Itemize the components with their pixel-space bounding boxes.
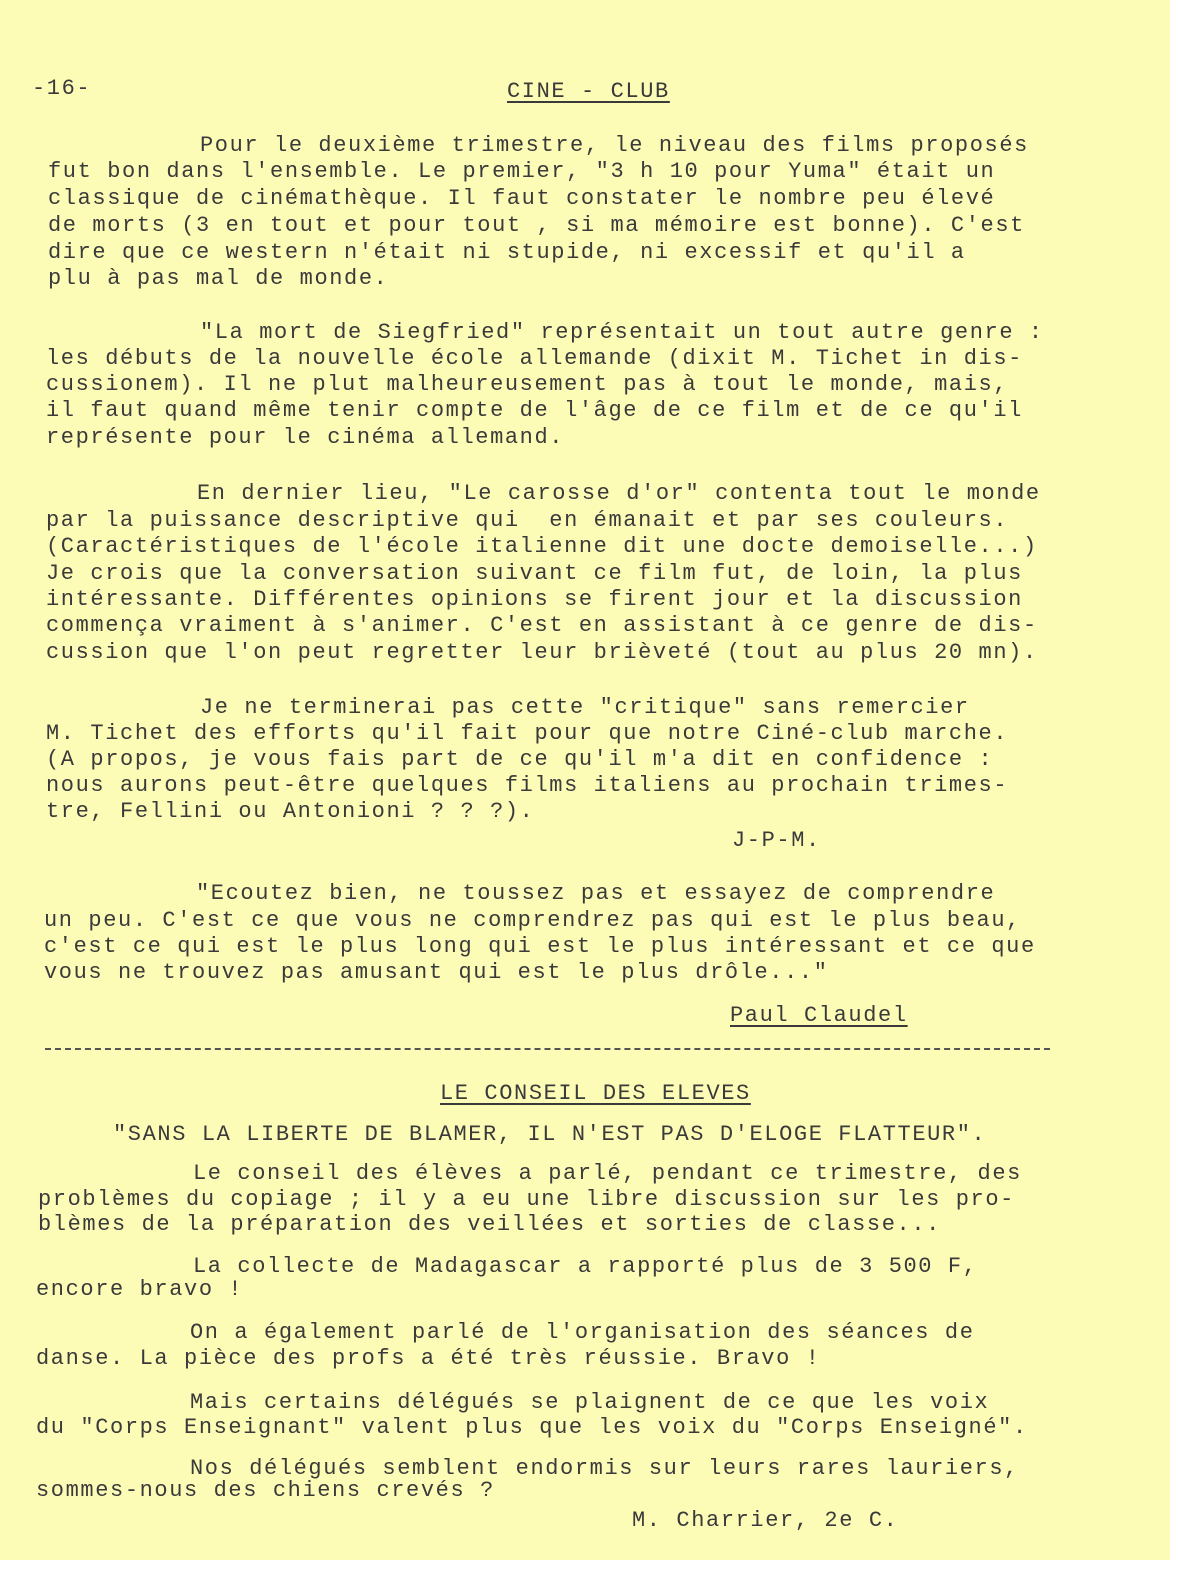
- text-line: vous ne trouvez pas amusant qui est le plus drôle...": [44, 960, 829, 985]
- text-line: La collecte de Madagascar a rapporté plus de 3 500 F,: [193, 1254, 978, 1279]
- text-line: cussion que l'on peut regretter leur brièveté (tout au plus 20 mn).: [46, 640, 1038, 665]
- quote-author: Paul Claudel: [730, 1003, 908, 1028]
- text-line: encore bravo !: [36, 1277, 244, 1302]
- text-line: il faut quand même tenir compte de l'âge de ce film et de ce qu'il: [46, 398, 1023, 423]
- text-line: plu à pas mal de monde.: [48, 266, 389, 291]
- text-line: M. Tichet des efforts qu'il fait pour que notre Ciné-club marche.: [46, 721, 1009, 746]
- conseil-title: LE CONSEIL DES ELEVES: [440, 1081, 751, 1106]
- text-line: représente pour le cinéma allemand.: [46, 425, 565, 450]
- text-line: On a également parlé de l'organisation des séances de: [190, 1320, 975, 1345]
- text-line: tre, Fellini ou Antonioni ? ? ?).: [46, 799, 535, 824]
- text-line: du "Corps Enseignant" valent plus que les voix du "Corps Enseigné".: [36, 1415, 1028, 1440]
- text-line: Mais certains délégués se plaignent de ce que les voix: [190, 1390, 990, 1415]
- cine-club-signature: J-P-M.: [732, 828, 821, 853]
- text-line: Le conseil des élèves a parlé, pendant ce trimestre, des: [193, 1161, 1022, 1186]
- text-line: par la puissance descriptive qui en émanait et par ses couleurs.: [46, 508, 1009, 533]
- text-line: sommes-nous des chiens crevés ?: [36, 1478, 495, 1503]
- text-line: Je crois que la conversation suivant ce film fut, de loin, la plus: [46, 561, 1023, 586]
- text-line: nous aurons peut-être quelques films italiens au prochain trimes-: [46, 773, 1009, 798]
- page-number: -16-: [32, 76, 92, 101]
- text-line: de morts (3 en tout et pour tout , si ma mémoire est bonne). C'est: [48, 213, 1025, 238]
- text-line: Pour le deuxième trimestre, le niveau des films proposés: [200, 133, 1029, 158]
- text-line: "La mort de Siegfried" représentait un tout autre genre :: [200, 320, 1044, 345]
- text-line: blèmes de la préparation des veillées et sorties de classe...: [38, 1212, 941, 1237]
- text-line: c'est ce qui est le plus long qui est le plus intéressant et ce que: [44, 934, 1036, 959]
- text-line: (A propos, je vous fais part de ce qu'il m'a dit en confidence :: [46, 747, 994, 772]
- text-line: les débuts de la nouvelle école allemande (dixit M. Tichet in dis-: [46, 346, 1023, 371]
- text-line: dire que ce western n'était ni stupide, ni excessif et qu'il a: [48, 240, 966, 265]
- conseil-signature: M. Charrier, 2e C.: [632, 1508, 899, 1533]
- text-line: (Caractéristiques de l'école italienne dit une docte demoiselle...): [46, 534, 1038, 559]
- text-line: cussionem). Il ne plut malheureusement pas à tout le monde, mais,: [46, 372, 1009, 397]
- text-line: commença vraiment à s'animer. C'est en assistant à ce genre de dis-: [46, 613, 1038, 638]
- text-line: Je ne terminerai pas cette "critique" sans remercier: [200, 695, 970, 720]
- section-divider: [45, 1048, 1050, 1050]
- text-line: fut bon dans l'ensemble. Le premier, "3 h 10 pour Yuma" était un: [48, 159, 996, 184]
- text-line: danse. La pièce des profs a été très réussie. Bravo !: [36, 1346, 821, 1371]
- text-line: problèmes du copiage ; il y a eu une libre discussion sur les pro-: [38, 1187, 1015, 1212]
- text-line: classique de cinémathèque. Il faut constater le nombre peu élevé: [48, 186, 996, 211]
- text-line: En dernier lieu, "Le carosse d'or" contenta tout le monde: [197, 481, 1041, 506]
- cine-club-title: CINE - CLUB: [507, 79, 670, 104]
- text-line: intéressante. Différentes opinions se firent jour et la discussion: [46, 587, 1023, 612]
- text-line: un peu. C'est ce que vous ne comprendrez pas qui est le plus beau,: [44, 908, 1021, 933]
- conseil-motto: "SANS LA LIBERTE DE BLAMER, IL N'EST PAS D'ELOGE FLATTEUR".: [113, 1122, 987, 1147]
- text-line: "Ecoutez bien, ne toussez pas et essayez de comprendre: [196, 881, 996, 906]
- text-line: Nos délégués semblent endormis sur leurs rares lauriers,: [190, 1456, 1019, 1481]
